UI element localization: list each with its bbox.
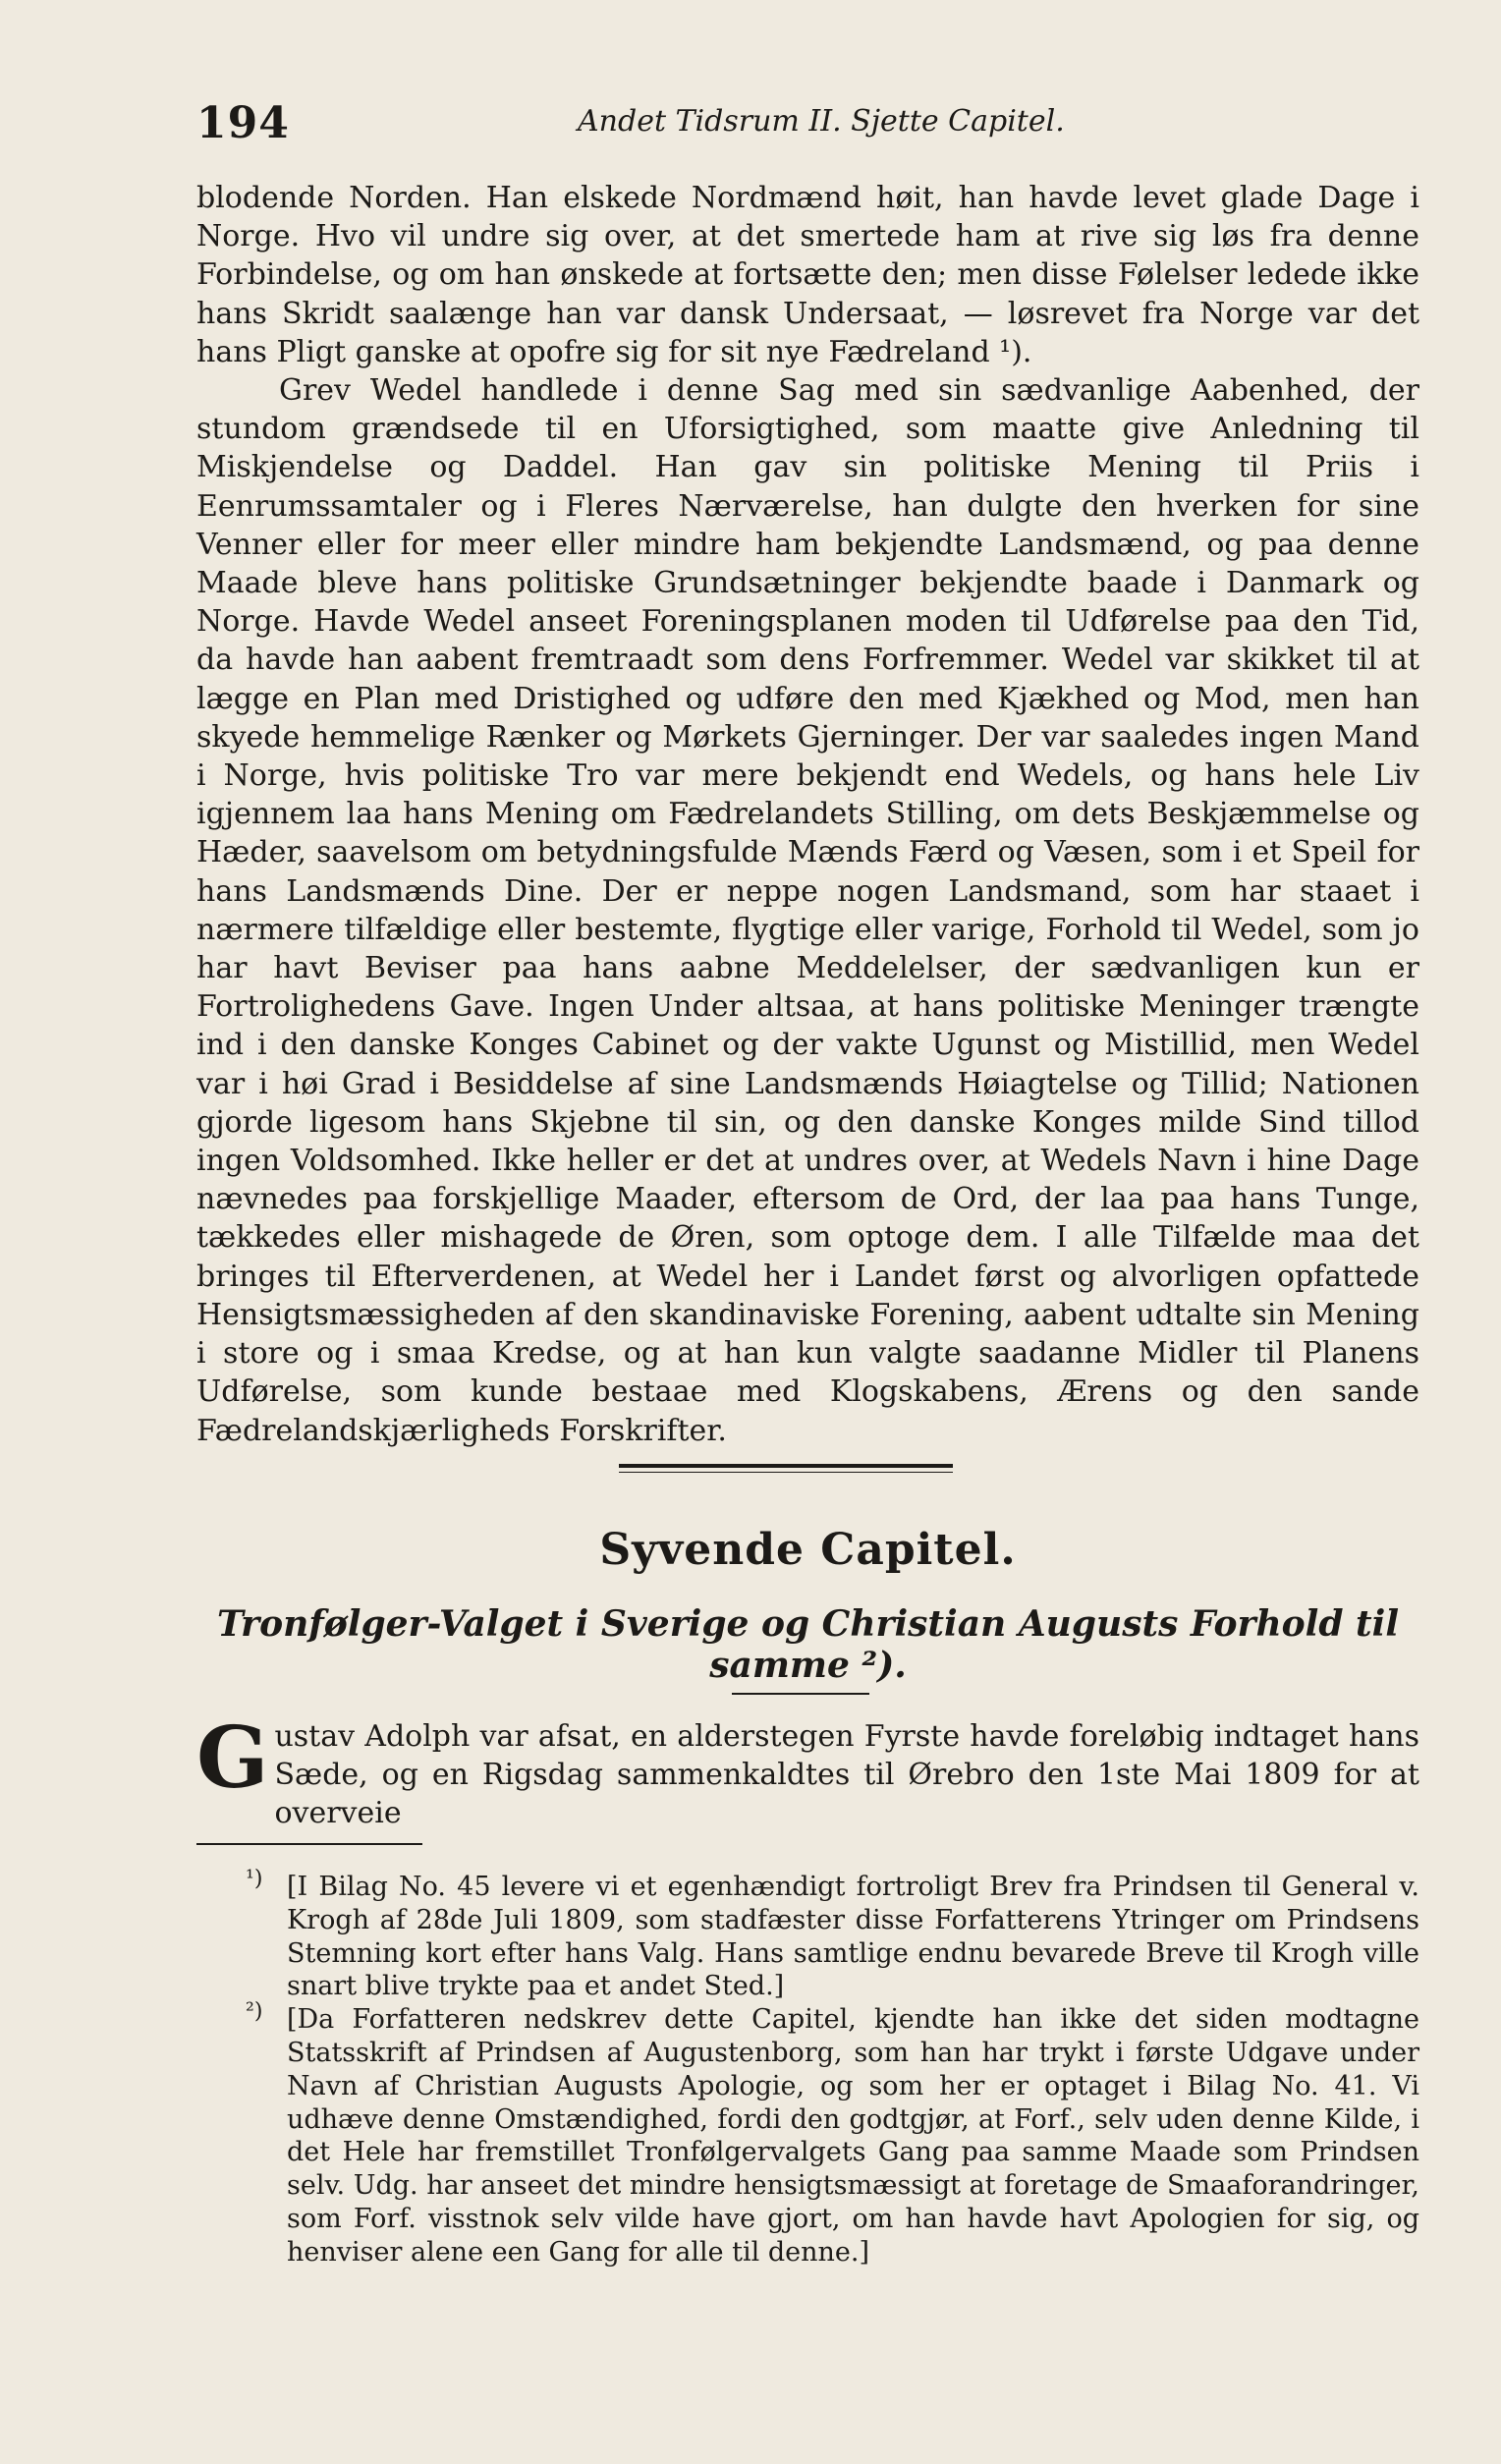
subtitle-rule [732, 1693, 869, 1695]
footnotes [196, 1867, 1419, 2269]
chapter-opening [196, 1708, 1419, 1833]
running-head: Andet Tidsrum II. Sjette Capitel. [578, 104, 1065, 139]
chapter-title: Syvende Capitel. [599, 1525, 1017, 1575]
footnote-text: [I Bilag No. 45 levere vi et egenhændigt fortroligt Brev fra Prindsen til General v. Krogh af 28de Juli 1809, som stadfæster disse Forfatterens Ytringer om Prindsens Stemning kort efter hans Valg. Hans samtlige endnu bevarede Breve til Krogh ville snart blive trykte paa et andet Sted.] [287, 1872, 1419, 2002]
footnote-2 [196, 1999, 1419, 2268]
footnote-marker: ¹) [246, 1867, 263, 1891]
paragraph-1: blodende Norden. Han elskede Nordmænd høit, han havde levet glade Dage i Norge. Hvo vil undre sig over, at det smertede ham at rive sig løs fra denne Forbindelse, og om han ønskede at fortsætte den; men disse Følelser ledede ikke hans Skridt saalænge han var dansk Undersaat, — løsrevet fra Norge var det hans Pligt ganske at opofre sig for sit nye Fædreland ¹). [196, 181, 1419, 369]
page-header [196, 98, 1419, 147]
opening-text: ustav Adolph var afsat, en alderstegen Fyrste havde foreløbig indtaget hans Sæde, og en Rigsdag sammenkaldtes til Ørebro den 1ste Mai 1809 for at overveie [274, 1719, 1419, 1831]
footnote-rule [196, 1843, 422, 1845]
chapter-divider-rule [619, 1464, 953, 1468]
main-text [196, 179, 1419, 1450]
footnote-1 [196, 1867, 1419, 2003]
footnote-marker: ²) [246, 1999, 263, 2025]
chapter-subtitle: Tronfølger-Valget i Sverige og Christian Augusts Forhold til samme ²). [216, 1603, 1400, 1686]
page-number: 194 [196, 98, 290, 148]
footnote-text: [Da Forfatteren nedskrev dette Capitel, kjendte han ikke det siden modtagne Statsskrift af Prindsen af Augustenborg, som han har trykt i første Udgave under Navn af Christian Augusts Apologie, og som her er optaget i Bilag No. 41. Vi udhæve denne Omstændighed, fordi den godtgjør, at Forf., selv uden denne Kilde, i det Hele har fremstillet Tronfølgervalgets Gang paa samme Maade som Prindsen selv. Udg. har anseet det mindre hensigtsmæssigt at foretage de Smaaforandringer, som Forf. visstnok selv vilde have gjort, om han havde havt Apologien for sig, og henviser alene een Gang for alle til denne.] [287, 2004, 1419, 2268]
paragraph-2: Grev Wedel handlede i denne Sag med sin sædvanlige Aabenhed, der stundom grændsede til en Uforsigtighed, som maatte give Anledning til Miskjendelse og Daddel. Han gav sin politiske Mening til Priis i Eenrumssamtaler og i Fleres Nærværelse, han dulgte den hverken for sine Venner eller for meer eller mindre ham bekjendte Landsmænd, og paa denne Maade bleve hans politiske Grundsætninger bekjendte baade i Danmark og Norge. Havde Wedel anseet Foreningsplanen moden til Udførelse paa den Tid, da havde han aabent fremtraadt som dens Forfremmer. Wedel var skikket til at lægge en Plan med Dristighed og udføre den med Kjækhed og Mod, men han skyede hemmelige Rænker og Mørkets Gjerninger. Der var saaledes ingen Mand i Norge, hvis politiske Tro var mere bekjendt end Wedels, og hans hele Liv igjennem laa hans Mening om Fædrelandets Stilling, om dets Beskjæmmelse og Hæder, saavelsom om betydningsfulde Mænds Færd og Væsen, som i et Speil for hans Landsmænds Dine. Der er neppe nogen Landsmand, som har staaet i nærmere tilfældige eller bestemte, flygtige eller varige, Forhold til Wedel, som jo har havt Beviser paa hans aabne Meddelelser, der sædvanligen kun er Fortrolighedens Gave. Ingen Under altsaa, at hans politiske Meninger trængte ind i den danske Konges Cabinet og der vakte Ugunst og Mistillid, men Wedel var i høi Grad i Besiddelse af sine Landsmænds Høiagtelse og Tillid; Nationen gjorde ligesom hans Skjebne til sin, og den danske Konges milde Sind tillod ingen Voldsomhed. Ikke heller er det at undres over, at Wedels Navn i hine Dage nævnedes paa forskjellige Maader, eftersom de Ord, der laa paa hans Tunge, tækkedes eller mishagede de Øren, som optoge dem. I alle Tilfælde maa det bringes til Efterverdenen, at Wedel her i Landet først og alvorligen opfattede Hensigtsmæssigheden af den skandinaviske Forening, aabent udtalte sin Mening i store og i smaa Kredse, og at han kun valgte saadanne Midler til Planens Udførelse, som kunde bestaae med Klogskabens, Ærens og den sande Fædrelandskjærligheds Forskrifter. [196, 373, 1419, 1448]
drop-cap: G [196, 1708, 269, 1808]
